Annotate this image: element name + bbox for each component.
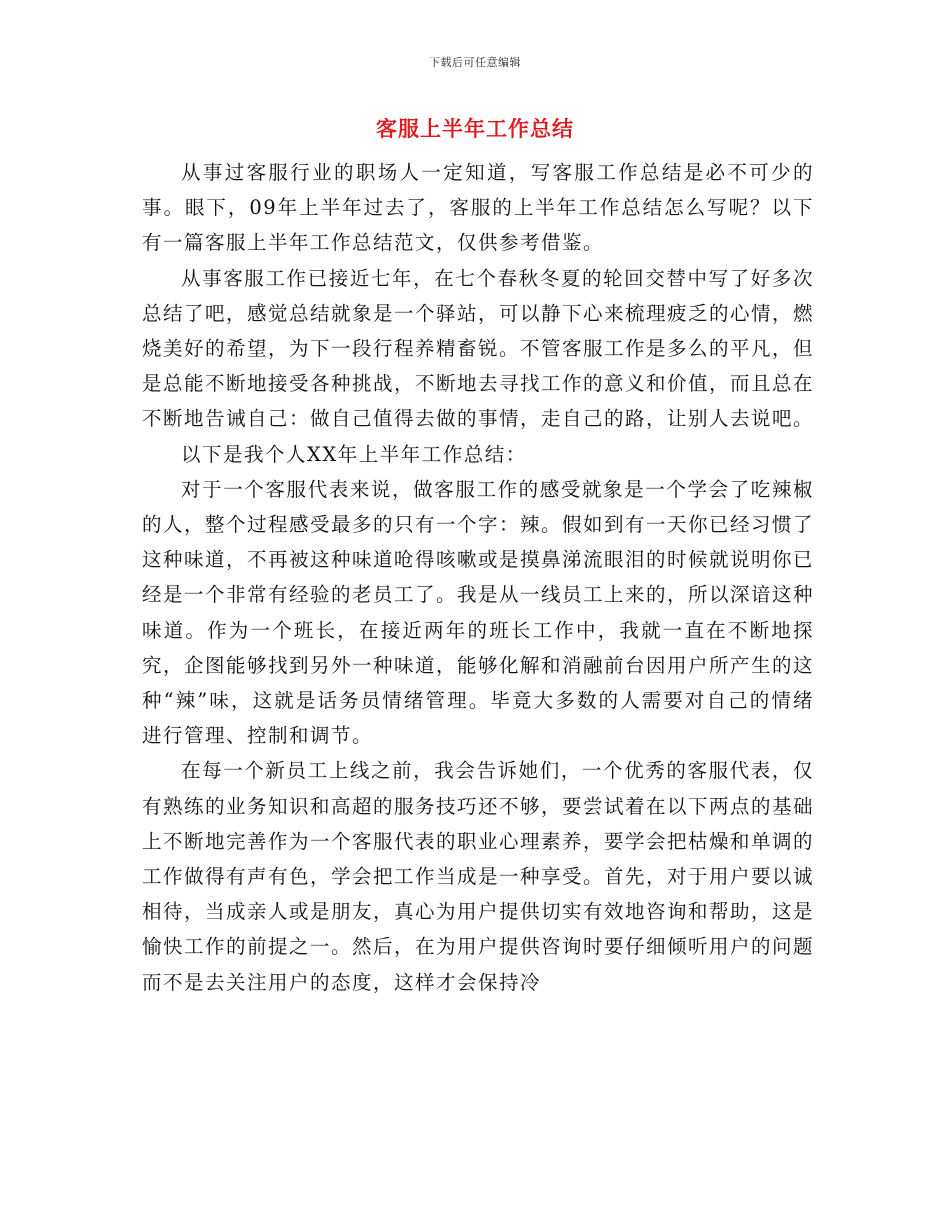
header-note: 下载后可任意编辑 xyxy=(429,56,521,69)
paragraph-new-staff-advice: 在每一个新员工上线之前，我会告诉她们，一个优秀的客服代表，仅有熟练的业务知识和高超的服务技巧还不够，要尝试着在以下两点的基础上不断地完善作为一个客服代表的职业心理素养，要学会把枯燥和单调的工作做得有声有色，学会把工作当成是一种享受。首先，对于用户要以诚相待，当成亲人或是朋友，真心为用户提供切实有效地咨询和帮助，这是愉快工作的前提之一。然后，在为用户提供咨询时要仔细倾听用户的问题而不是去关注用户的态度，这样才会保持冷 xyxy=(142,759,815,994)
paragraph-emotion-management: 对于一个客服代表来说，做客服工作的感受就象是一个学会了吃辣椒的人，整个过程感受最多的只有一个字：辣。假如到有一天你已经习惯了这种味道，不再被这种味道呛得咳嗽或是摸鼻涕流眼泪的时候就说明你已经是一个非常有经验的老员工了。我是从一线员工上来的，所以深谙这种味道。作为一个班长，在接近两年的班长工作中，我就一直在不断地探究，企图能够找到另外一种味道，能够化解和消融前台因用户所产生的这种“辣”味，这就是话务员情绪管理。毕竟大多数的人需要对自己的情绪进行管理、控制和调节。 xyxy=(142,477,815,748)
paragraph-summary-lead: 以下是我个人XX年上半年工作总结： xyxy=(181,442,527,466)
paragraph-experience: 从事客服工作已接近七年，在七个春秋冬夏的轮回交替中写了好多次总结了吧，感觉总结就象是一个驿站，可以静下心来梳理疲乏的心情，燃烧美好的希望，为下一段行程养精畜锐。不管客服工作是多么的平凡，但是总能不断地接受各种挑战，不断地去寻找工作的意义和价值，而且总在不断地告诫自己：做自己值得去做的事情，走自己的路，让别人去说吧。 xyxy=(142,266,815,431)
paragraph-intro: 从事过客服行业的职场人一定知道，写客服工作总结是必不可少的事。眼下，09年上半年过去了，客服的上半年工作总结怎么写呢？以下有一篇客服上半年工作总结范文，仅供参考借鉴。 xyxy=(142,161,814,255)
document-title: 客服上半年工作总结 xyxy=(376,117,574,141)
document-body xyxy=(142,155,814,1000)
